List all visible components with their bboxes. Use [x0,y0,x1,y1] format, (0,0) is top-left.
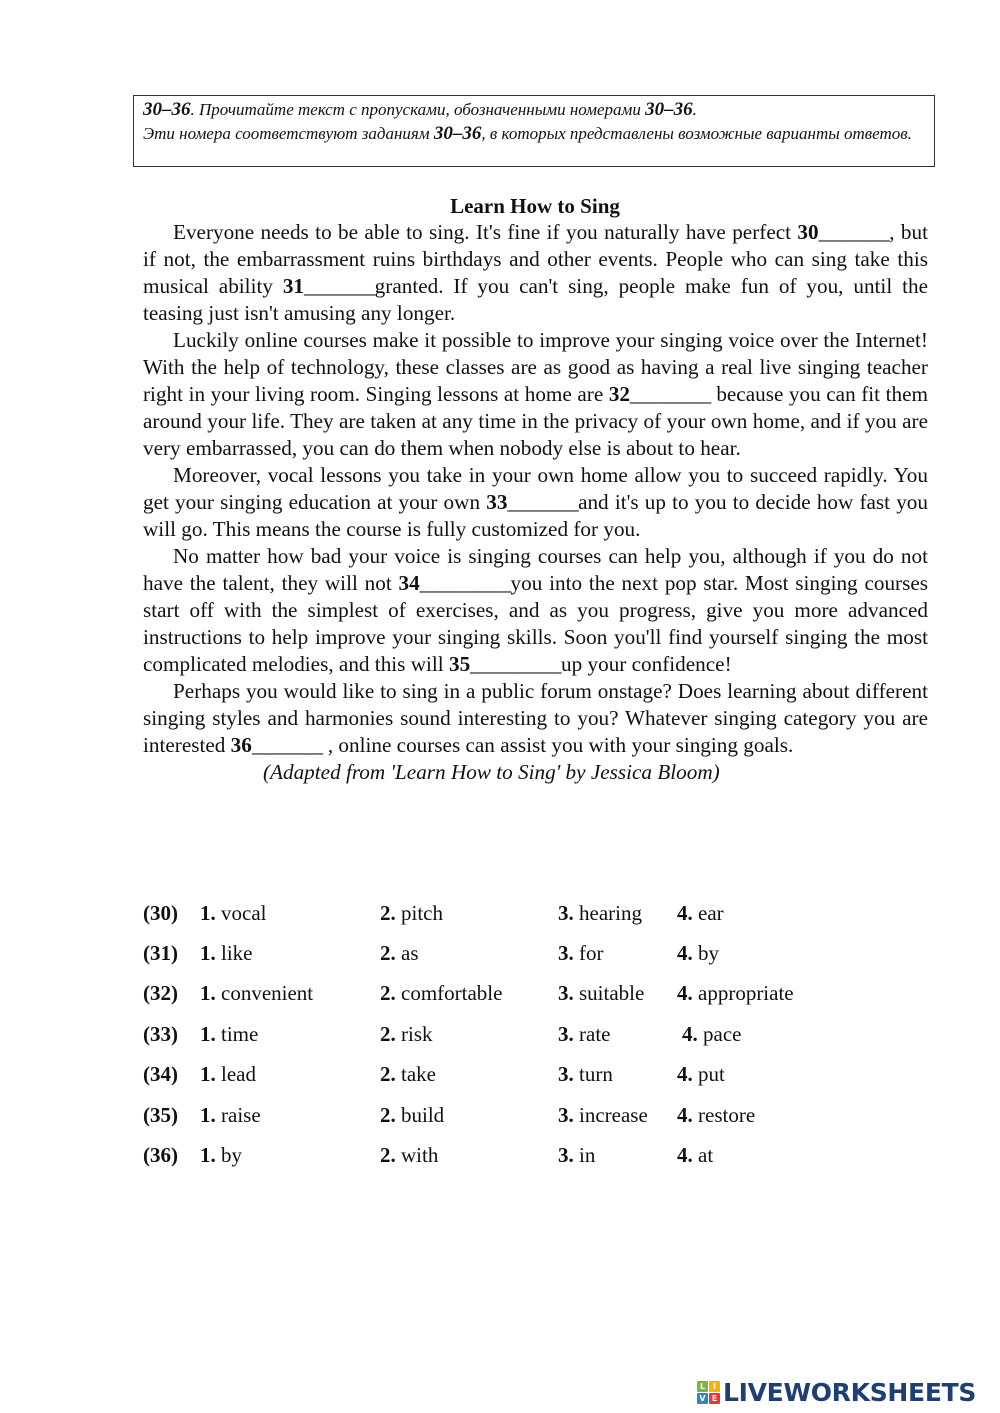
option-row-32 [143,974,903,1014]
option-text: like [215,941,253,966]
option-text: build [395,1102,445,1127]
gap-number-33: 33 [486,490,508,514]
paragraph-text: Perhaps you would like to sing in a public forum onstage? Does learning about different singing styles and harmonies sound interesting to you? Whatever singing category you are interested [143,679,928,757]
option-1[interactable] [200,941,380,966]
option-3[interactable] [558,1103,677,1128]
option-number: 2. [380,1143,396,1168]
source-citation: (Adapted from 'Learn How to Sing' by Jessica Bloom) [263,760,720,784]
option-1[interactable] [200,1103,380,1128]
instructions-text: . Прочитайте текст с пропусками, обозначенными номерами [190,100,646,119]
question-number: (36) [143,1143,178,1168]
option-text: time [215,1021,259,1046]
option-3[interactable] [558,901,677,926]
task-range: 30–36 [433,123,482,144]
option-text: pitch [395,900,443,925]
paragraph-text: because you can fit them around your life. They are taken at any time in the privacy of your own home, and if you are very embarrassed, you can do them when nobody else is about to hear. [143,382,928,460]
option-text: by [692,941,719,966]
gap-number-36: 36 [230,733,252,757]
question-number: (35) [143,1102,178,1127]
option-3[interactable] [558,1143,677,1168]
brand-name: LIVEWORKSHEETS [723,1378,977,1407]
option-number: 3. [558,1143,574,1168]
option-number: 4. [677,900,693,925]
option-text: pace [697,1021,742,1046]
option-number: 1. [200,900,216,925]
option-number: 1. [200,1021,216,1046]
option-4[interactable] [677,1062,877,1087]
option-text: turn [573,1062,613,1087]
option-text: hearing [573,900,642,925]
option-4[interactable] [677,1143,877,1168]
option-number: 2. [380,1062,396,1087]
gap-31-blank[interactable]: _______ [304,274,375,298]
paragraph-text: Luckily online courses make it possible to improve your singing voice over the Internet! With the help of technology, these classes are as good as having a real live singing teacher right in your living room. Singing lessons at home are [143,328,928,406]
gap-number-30: 30 [797,220,819,244]
question-number: (30) [143,900,178,925]
option-text: by [215,1143,242,1168]
option-text: as [395,941,419,966]
option-row-33 [143,1014,903,1054]
option-number: 1. [200,1062,216,1087]
option-number: 2. [380,981,396,1006]
option-number: 1. [200,1102,216,1127]
option-text: increase [573,1102,648,1127]
task-range: 30–36 [143,99,191,120]
option-3[interactable] [558,941,677,966]
option-row-35 [143,1095,903,1135]
option-text: risk [395,1021,433,1046]
option-2[interactable] [380,941,558,966]
option-1[interactable] [200,901,380,926]
option-number: 3. [558,1021,574,1046]
paragraph-text: , online courses can assist you with your singing goals. [322,733,794,757]
option-2[interactable] [380,1103,558,1128]
option-text: put [692,1062,725,1087]
instructions-box [133,95,935,167]
paragraph-4 [143,543,928,678]
instructions-text: Эти номера соответствуют заданиям [143,124,434,143]
option-row-31 [143,933,903,973]
gap-35-blank[interactable]: _________ [470,652,562,676]
option-4[interactable] [677,941,877,966]
option-2[interactable] [380,901,558,926]
option-4[interactable] [677,1103,877,1128]
option-2[interactable] [380,1022,558,1047]
option-1[interactable] [200,1143,380,1168]
option-text: convenient [215,981,314,1006]
gap-30-blank[interactable]: _______ [818,220,890,244]
gap-33-blank[interactable]: _______ [507,490,579,514]
task-range: 30–36 [645,99,693,120]
option-number: 4. [677,1102,693,1127]
option-text: take [395,1062,436,1087]
option-number: 2. [380,1102,396,1127]
question-number: (32) [143,981,178,1006]
option-number: 2. [380,900,396,925]
instructions-text: . [692,100,697,119]
paragraph-text: you into the next pop star. Most singing courses start off with the simplest of exercises, and as you progress, give you more advanced instructions to help improve your singing skills. Soon you'll find yourself singing the most complicated melodies, and this will [143,571,928,676]
option-text: for [573,941,604,966]
option-text: with [395,1143,439,1168]
paragraph-text: , but if not, the embarrassment ruins birthdays and other events. People who can sing take this musical ability [143,220,929,298]
paragraph-text: No matter how bad your voice is singing courses can help you, although if you do not have the talent, they will not [143,544,928,595]
cube-i: I [709,1381,720,1392]
paragraph-5 [143,678,928,759]
question-number: (34) [143,1062,178,1087]
option-number: 3. [558,941,574,966]
option-number: 1. [200,981,216,1006]
gap-number-32: 32 [608,382,630,406]
option-number: 2. [380,941,396,966]
option-number: 3. [558,1102,574,1127]
option-number: 4. [682,1021,698,1046]
gap-number-34: 34 [398,571,420,595]
paragraph-text: granted. If you can't sing, people make fun of you, until the teasing just isn't amusing any longer. [143,274,928,325]
gap-number-31: 31 [282,274,305,298]
instructions-text: , в которых представлены возможные варианты ответов. [481,124,912,143]
paragraph-text: and it's up to you to decide how fast you will go. This means the course is fully customized for you. [143,490,928,541]
paragraph-text: Everyone needs to be able to sing. It's fine if you naturally have perfect [173,220,798,244]
article-title: Learn How to Sing [450,194,620,218]
option-4[interactable] [677,981,877,1006]
live-cubes-icon [697,1381,720,1404]
article-body [143,219,928,786]
cube-e: E [709,1393,720,1404]
option-number: 4. [677,1143,693,1168]
gap-32-blank[interactable]: ________ [630,382,711,406]
option-text: ear [692,900,724,925]
option-text: raise [215,1102,261,1127]
option-row-34 [143,1055,903,1095]
option-1[interactable] [200,981,380,1006]
gap-36-blank[interactable]: _______ [251,733,323,757]
paragraph-3 [143,462,928,543]
paragraph-text: Moreover, vocal lessons you take in your own home allow you to succeed rapidly. You get your singing education at your own [143,463,928,514]
option-text: appropriate [692,981,794,1006]
option-number: 1. [200,941,216,966]
option-2[interactable] [380,1143,558,1168]
answer-options [143,893,903,1176]
option-number: 2. [380,1021,396,1046]
option-1[interactable] [200,1022,380,1047]
option-1[interactable] [200,1062,380,1087]
cube-v: V [697,1393,708,1404]
question-number: (31) [143,941,178,966]
option-number: 4. [677,941,693,966]
paragraph-1 [143,219,928,327]
option-2[interactable] [380,981,558,1006]
option-number: 4. [677,981,693,1006]
option-row-36 [143,1135,903,1175]
option-number: 1. [200,1143,216,1168]
paragraph-text: up your confidence! [561,652,732,676]
paragraph-2 [143,327,928,462]
option-text: restore [692,1102,756,1127]
option-text: suitable [573,981,645,1006]
cube-l: L [697,1381,708,1392]
option-3[interactable] [558,981,677,1006]
option-text: comfortable [395,981,503,1006]
option-3[interactable] [558,1062,677,1087]
option-text: rate [573,1021,611,1046]
option-number: 3. [558,981,574,1006]
option-number: 3. [558,1062,574,1087]
liveworksheets-logo[interactable] [697,1378,976,1407]
option-number: 4. [677,1062,693,1087]
option-number: 3. [558,900,574,925]
option-2[interactable] [380,1062,558,1087]
option-text: in [573,1143,596,1168]
option-4[interactable] [677,901,877,926]
option-text: vocal [215,900,267,925]
option-3[interactable] [558,1022,677,1047]
option-row-30 [143,893,903,933]
gap-number-35: 35 [448,652,471,676]
question-number: (33) [143,1021,178,1046]
option-4[interactable] [677,1022,882,1047]
option-text: lead [215,1062,256,1087]
option-text: at [692,1143,714,1168]
gap-34-blank[interactable]: _________ [419,571,511,595]
